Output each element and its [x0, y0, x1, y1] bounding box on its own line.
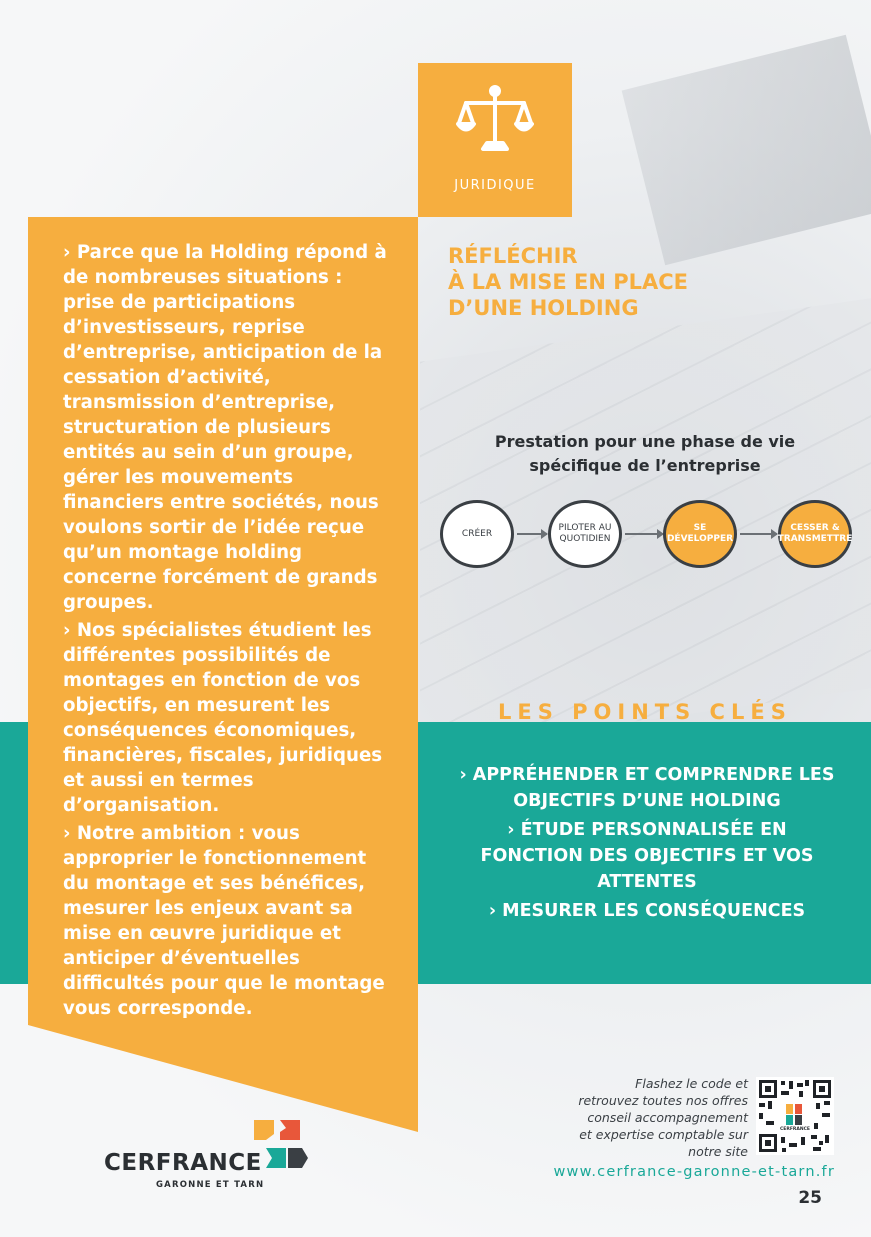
prestation-line-1: Prestation pour une phase de vie — [494, 432, 796, 451]
qr-brand-label: CERFRANCE — [779, 1127, 811, 1132]
phase-label: PILOTER AU — [558, 523, 612, 533]
phase-piloter — [548, 500, 622, 568]
title-line-2: À LA MISE EN PLACE — [448, 270, 689, 294]
category-box — [418, 63, 572, 217]
key-point-1: › APPRÉHENDER ET COMPRENDRE LES OBJECTIFS D’UNE HOLDING — [459, 765, 835, 811]
phase-label: SE — [693, 523, 707, 533]
description-paragraph-1: › Parce que la Holding répond à de nombreuses situations : prise de participations d’investisseurs, reprise d’entreprise, anticipation de la cessation d’activité, transmission d’entreprise, structuration de plusieurs entités au sein d’un groupe, gérer les mouvements financiers entre sociétés, nous voulons sortir de l’idée reçue qu’un montage holding concerne forcément de grands groupes. — [63, 242, 387, 613]
logo-wordmark: CERFRANCE — [104, 1150, 262, 1176]
phase-arrow — [517, 533, 547, 535]
page-title — [448, 243, 848, 321]
phase-label: DÉVELOPPER — [666, 534, 734, 544]
phase-arrow — [740, 533, 777, 535]
key-point-2: › ÉTUDE PERSONNALISÉE EN FONCTION DES OBJECTIFS ET VOS ATTENTES — [480, 820, 814, 892]
phase-developper — [663, 500, 737, 568]
qr-code[interactable] — [756, 1077, 834, 1155]
website-link[interactable]: www.cerfrance-garonne-et-tarn.fr — [553, 1164, 835, 1180]
cerfrance-logo — [104, 1118, 314, 1198]
prestation-heading — [470, 430, 820, 478]
description-text — [63, 240, 393, 1024]
phase-label: QUOTIDIEN — [559, 534, 611, 544]
qr-caption-line: Flashez le code et — [635, 1076, 748, 1091]
phase-arrow — [625, 533, 663, 535]
qr-caption-line: retrouvez toutes nos offres — [578, 1093, 748, 1108]
title-line-3: D’UNE HOLDING — [448, 296, 639, 320]
title-line-1: RÉFLÉCHIR — [448, 244, 578, 268]
key-points-title: LES POINTS CLÉS — [498, 700, 792, 724]
category-label: JURIDIQUE — [454, 178, 536, 193]
key-point-3: › MESURER LES CONSÉQUENCES — [488, 901, 806, 921]
page-number: 25 — [798, 1188, 822, 1208]
qr-code-icon — [756, 1077, 834, 1155]
phase-creer — [440, 500, 514, 568]
qr-caption — [540, 1075, 748, 1160]
prestation-line-2: spécifique de l’entreprise — [529, 456, 761, 475]
phase-label: CRÉER — [461, 528, 493, 539]
qr-caption-line: et expertise comptable sur — [579, 1127, 748, 1142]
logo-subtitle: GARONNE ET TARN — [156, 1180, 265, 1190]
phase-cesser — [778, 500, 852, 568]
key-points-list — [455, 762, 839, 927]
phase-label: TRANSMETTRE — [777, 534, 853, 544]
qr-caption-line: notre site — [688, 1144, 748, 1159]
life-phase-diagram — [430, 500, 871, 572]
phase-label: CESSER & — [790, 523, 840, 533]
description-paragraph-2: › Nos spécialistes étudient les différentes possibilités de montages en fonction de vos objectifs, en mesurent les conséquences économiques, financières, fiscales, juridiques et aussi en termes d’organisation. — [63, 620, 383, 816]
description-paragraph-3: › Notre ambition : vous approprier le fonctionnement du montage et ses bénéfices, mesurer les enjeux avant sa mise en œuvre juridique et anticiper d’éventuelles difficultés pour que le montage vous corresponde. — [63, 823, 385, 1019]
qr-caption-line: conseil accompagnement — [587, 1110, 748, 1125]
scales-icon — [456, 81, 534, 159]
